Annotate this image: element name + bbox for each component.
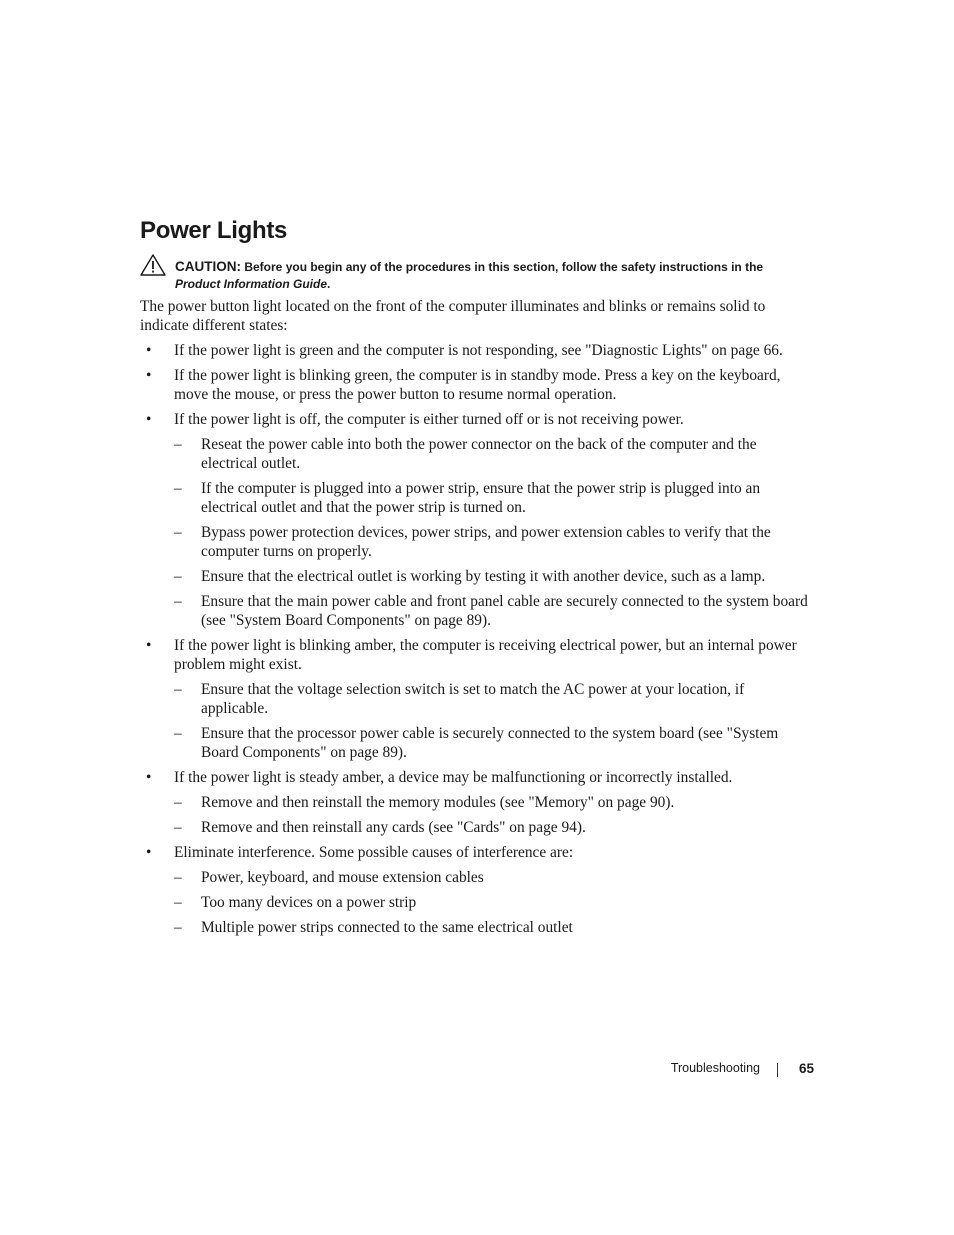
intro-paragraph: The power button light located on the front of the computer illuminates and blinks or remains solid to indicate different states: <box>140 298 766 334</box>
warning-triangle-icon <box>140 254 166 276</box>
list-item <box>140 341 808 360</box>
sub-list-item <box>174 893 808 912</box>
caution-guide-title: Product Information Guide <box>175 277 327 291</box>
bullet-marker: • <box>146 844 152 861</box>
list-item-text: If the power light is green and the computer is not responding, see "Diagnostic Lights" on page 66. <box>174 342 783 359</box>
sub-list <box>174 793 808 837</box>
list-item <box>140 768 808 837</box>
dash-marker: – <box>174 819 182 836</box>
sub-list-item <box>174 523 808 561</box>
sub-list-item <box>174 435 808 473</box>
list-item-text: If the power light is blinking green, the computer is in standby mode. Press a key on the keyboard, move the mouse, or press the power button to resume normal operation. <box>174 367 781 403</box>
sub-list-item <box>174 918 808 937</box>
dash-marker: – <box>174 480 182 497</box>
caution-body: Before you begin any of the procedures in this section, follow the safety instructions in the <box>244 260 764 274</box>
sub-list <box>174 435 808 630</box>
list-item <box>140 410 808 630</box>
sub-list-item-text: Ensure that the processor power cable is securely connected to the system board (see "System Board Components" on page 89). <box>201 725 779 761</box>
footer-separator <box>777 1063 778 1077</box>
sub-list-item <box>174 592 808 630</box>
sub-list-item-text: Reseat the power cable into both the power connector on the back of the computer and the electrical outlet. <box>201 436 757 472</box>
caution-note <box>140 254 810 293</box>
sub-list-item <box>174 680 808 718</box>
dash-marker: – <box>174 681 182 698</box>
dash-marker: – <box>174 794 182 811</box>
footer-section: Troubleshooting <box>670 1061 760 1075</box>
caution-end: . <box>327 277 331 291</box>
sub-list-item <box>174 479 808 517</box>
list-item-text: Eliminate interference. Some possible causes of interference are: <box>174 844 574 861</box>
sub-list <box>174 680 808 762</box>
sub-list-item-text: Too many devices on a power strip <box>201 894 417 911</box>
page-footer <box>600 1061 814 1081</box>
dash-marker: – <box>174 869 182 886</box>
sub-list-item <box>174 724 808 762</box>
page-number: 65 <box>798 1061 814 1076</box>
dash-marker: – <box>174 593 182 610</box>
sub-list-item <box>174 818 808 837</box>
bullet-marker: • <box>146 367 152 384</box>
caution-label: CAUTION: <box>175 259 241 274</box>
list-item-text: If the power light is off, the computer is either turned off or is not receiving power. <box>174 411 684 428</box>
sub-list-item <box>174 793 808 812</box>
list-item <box>140 843 808 937</box>
list-item-text: If the power light is blinking amber, the computer is receiving electrical power, but an internal power problem might exist. <box>174 637 797 673</box>
list-item <box>140 636 808 762</box>
sub-list-item-text: Ensure that the main power cable and front panel cable are securely connected to the system board (see "System Board Components" on page 89). <box>201 593 808 629</box>
power-light-list <box>140 341 808 943</box>
sub-list-item <box>174 567 808 586</box>
sub-list-item-text: Ensure that the voltage selection switch is set to match the AC power at your location, if applicable. <box>201 681 745 717</box>
dash-marker: – <box>174 919 182 936</box>
page-title: Power Lights <box>140 217 288 244</box>
bullet-marker: • <box>146 342 152 359</box>
sub-list-item-text: Bypass power protection devices, power strips, and power extension cables to verify that the computer turns on properly. <box>201 524 771 560</box>
bullet-marker: • <box>146 637 152 654</box>
bullet-marker: • <box>146 411 152 428</box>
sub-list-item-text: Remove and then reinstall any cards (see "Cards" on page 94). <box>201 819 586 836</box>
caution-text <box>175 254 810 293</box>
sub-list-item <box>174 868 808 887</box>
list-item <box>140 366 808 404</box>
sub-list <box>174 868 808 937</box>
list-item-text: If the power light is steady amber, a device may be malfunctioning or incorrectly installed. <box>174 769 733 786</box>
bullet-marker: • <box>146 769 152 786</box>
sub-list-item-text: Multiple power strips connected to the same electrical outlet <box>201 919 573 936</box>
sub-list-item-text: If the computer is plugged into a power strip, ensure that the power strip is plugged into an electrical outlet and that the power strip is turned on. <box>201 480 761 516</box>
sub-list-item-text: Power, keyboard, and mouse extension cables <box>201 869 484 886</box>
dash-marker: – <box>174 524 182 541</box>
dash-marker: – <box>174 894 182 911</box>
dash-marker: – <box>174 568 182 585</box>
sub-list-item-text: Ensure that the electrical outlet is working by testing it with another device, such as a lamp. <box>201 568 766 585</box>
dash-marker: – <box>174 725 182 742</box>
dash-marker: – <box>174 436 182 453</box>
sub-list-item-text: Remove and then reinstall the memory modules (see "Memory" on page 90). <box>201 794 675 811</box>
